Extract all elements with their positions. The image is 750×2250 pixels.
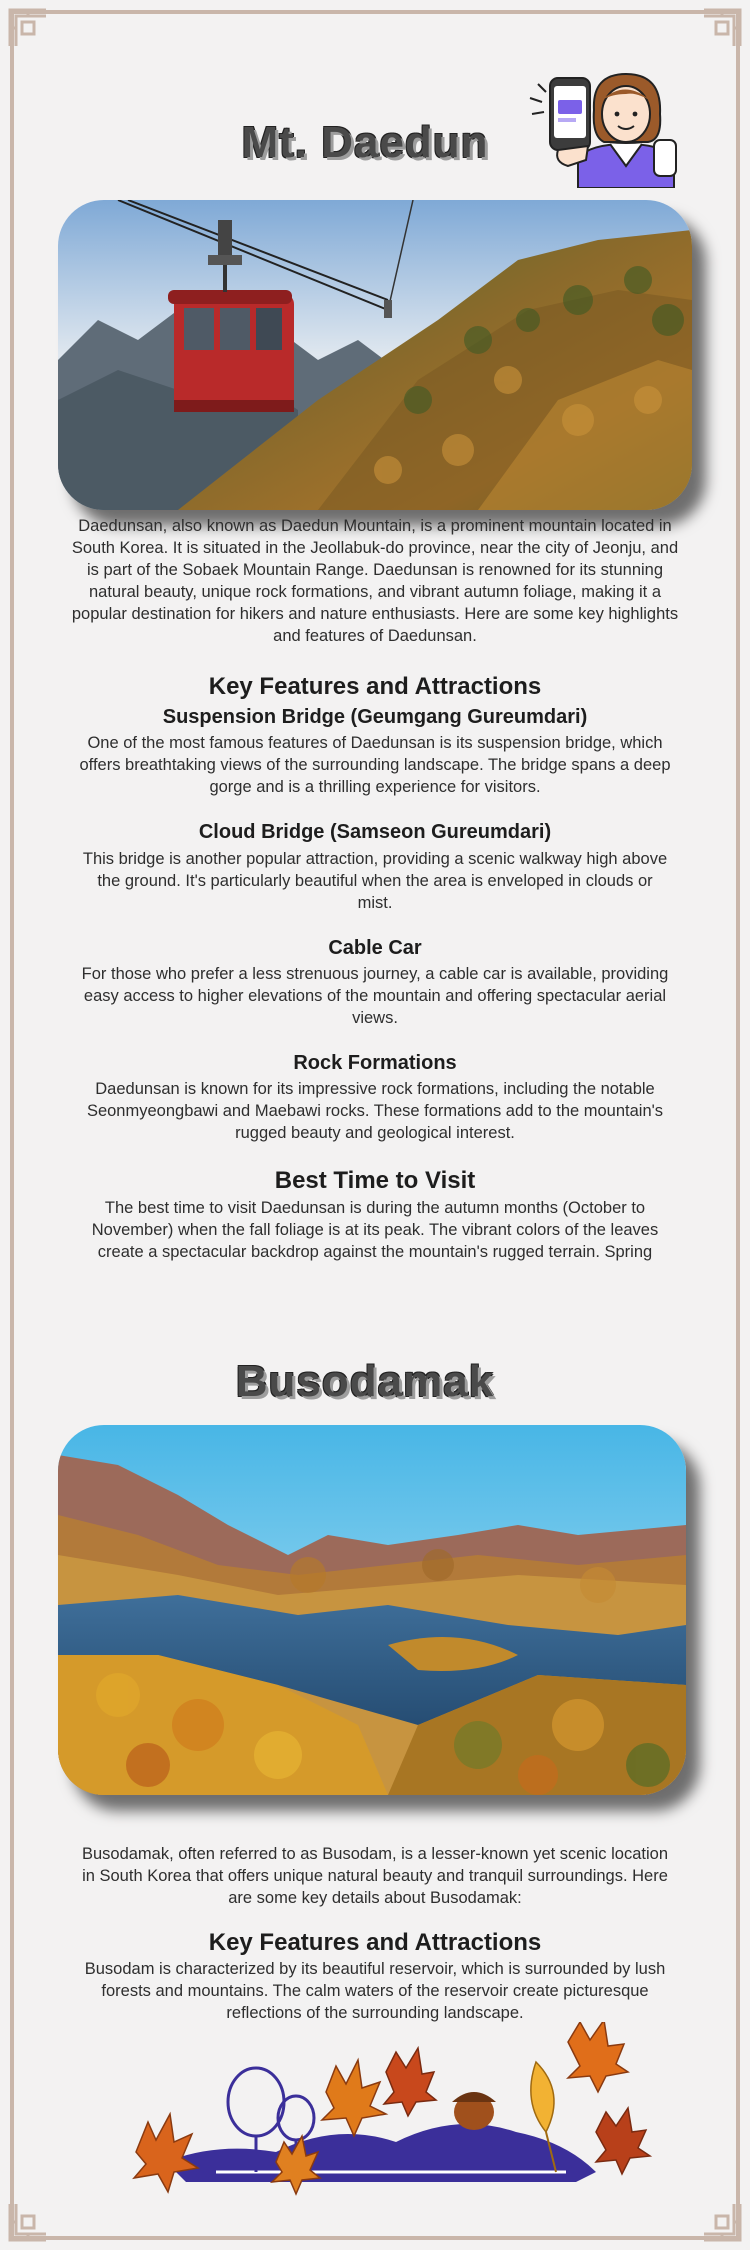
feature-text: This bridge is another popular attraction, providing a scenic walkway high above the ground. It's particularly beautiful when the area is enveloped in clouds or mist.	[82, 850, 668, 912]
daedun-features-heading: Key Features and Attractions	[208, 673, 542, 700]
feature-heading: Cable Car	[328, 937, 422, 959]
daedun-intro-paragraph: Daedunsan, also known as Daedun Mountain, is a prominent mountain located in South Korea. It is situated in the Jeollabuk-do province, near the city of Jeonju, and is part of the Sobaek Mountain Range. Daedunsan is renowned for its stunning natural beauty, unique rock formations, and vibrant autumn foliage, making it a popular destination for hikers and nature enthusiasts. Here are some key highlights and features of Daedunsan.	[71, 517, 679, 645]
busodamak-features-text: Busodam is characterized by its beautiful reservoir, which is surrounded by lush forests and mountains. The calm waters of the reservoir create picturesque reflections of the surrounding landscape.	[84, 1960, 666, 2022]
busodamak-reservoir-photo	[58, 1425, 686, 1795]
corner-ornament-icon	[702, 2202, 742, 2242]
feature-heading: Rock Formations	[293, 1052, 457, 1074]
best-time-text: The best time to visit Daedunsan is during the autumn months (October to November) when the fall foliage is at its peak. The vibrant colors of the leaves create a spectacular backdrop against the mountain's rugged terrain. Spring	[91, 1199, 659, 1261]
autumn-leaves-illustration	[96, 2022, 666, 2200]
feature-text: For those who prefer a less strenuous journey, a cable car is available, providing easy access to higher elevations of the mountain and offering spectacular aerial views.	[81, 965, 669, 1027]
corner-ornament-icon	[8, 8, 48, 48]
corner-ornament-icon	[702, 8, 742, 48]
section-title-busodamak: Busodamak	[235, 1357, 495, 1406]
corner-ornament-icon	[8, 2202, 48, 2242]
feature-text: One of the most famous features of Daedunsan is its suspension bridge, which offers breathtaking views of the surrounding landscape. The bridge spans a deep gorge and is a thrilling experience for visitors.	[79, 734, 671, 796]
section-title-daedun: Mt. Daedun	[241, 118, 489, 167]
feature-heading: Cloud Bridge (Samseon Gureumdari)	[198, 821, 552, 843]
busodamak-features-heading: Key Features and Attractions	[208, 1929, 542, 1956]
daedun-cable-car-photo	[58, 200, 692, 510]
feature-text: Daedunsan is known for its impressive rock formations, including the notable Seonmyeongbawi and Maebawi rocks. These formations add to the mountain's rugged beauty and geological interest.	[86, 1080, 664, 1142]
feature-heading: Suspension Bridge (Geumgang Gureumdari)	[162, 706, 588, 728]
busodamak-intro-paragraph: Busodamak, often referred to as Busodam, is a lesser-known yet scenic location in South Korea that offers unique natural beauty and tranquil surroundings. Here are some key details about Busodamak:	[81, 1845, 669, 1907]
best-time-heading: Best Time to Visit	[274, 1167, 476, 1194]
